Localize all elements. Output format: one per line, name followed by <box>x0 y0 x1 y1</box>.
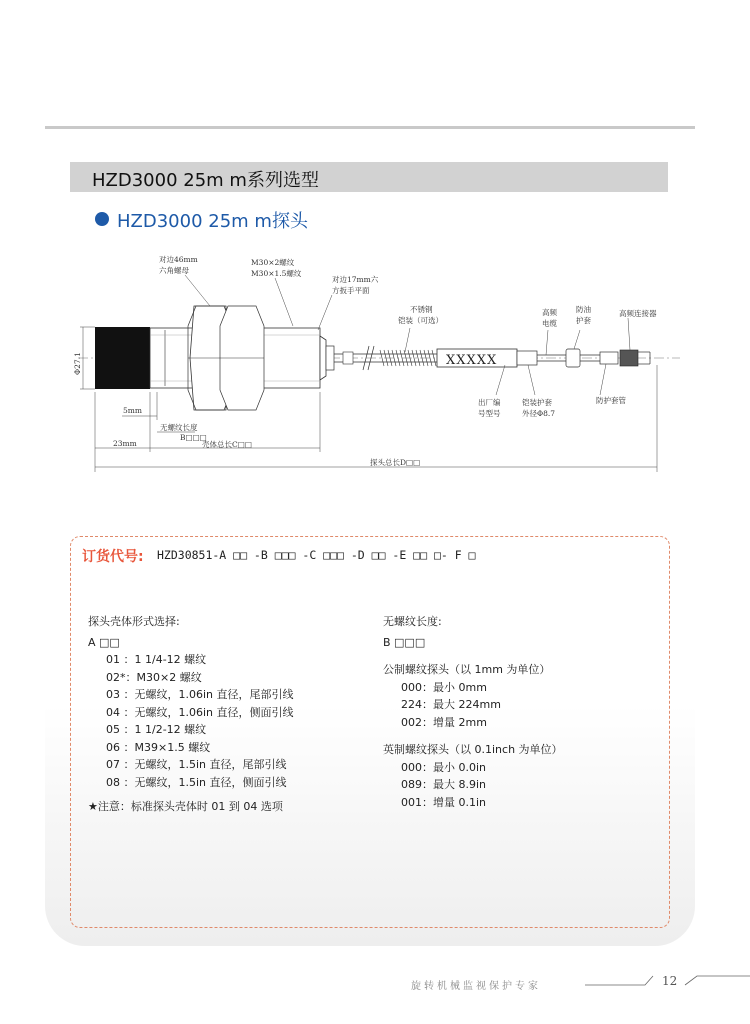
label-hf-cable-1: 高频 <box>542 308 557 317</box>
case-option: 01 ：1 1/4-12 螺纹 <box>106 653 207 666</box>
case-option: 04 ：无螺纹，1.06in 直径，侧面引线 <box>106 705 294 719</box>
label-serial-2: 号型号 <box>478 409 501 418</box>
label-case-length: 壳体总长C□□ <box>202 440 252 449</box>
order-code-label: 订货代号: <box>82 549 144 565</box>
imperial-item: 000：最小 0.0in <box>401 760 487 774</box>
label-oil-sleeve-1: 防油 <box>576 305 591 314</box>
probe-tip <box>95 327 150 389</box>
case-type-column <box>88 613 368 816</box>
label-hf-cable-2: 电缆 <box>542 319 557 328</box>
case-option: 06 ：M39×1.5 螺纹 <box>106 740 211 754</box>
label-unthreaded-2: B□□□ <box>180 433 207 442</box>
label-dim-5mm: 5mm <box>123 406 142 415</box>
label-armor-2: 铠装（可选） <box>398 316 443 325</box>
label-hex-nut-1: 对边46mm <box>159 255 198 264</box>
case-type-code: A □□ <box>88 635 120 649</box>
imperial-heading: 英制螺纹探头（以 0.1inch 为单位） <box>383 743 563 756</box>
hf-connector <box>620 350 638 366</box>
unthreaded-length-column <box>383 613 653 811</box>
metric-item: 224：最大 224mm <box>401 698 501 711</box>
case-option: 02*：M30×2 螺纹 <box>106 670 202 684</box>
case-option: 05 ：1 1/2-12 螺纹 <box>106 723 207 736</box>
case-type-heading: 探头壳体形式选择: <box>88 615 180 628</box>
label-hf-connector: 高频连接器 <box>619 309 657 318</box>
label-armor-1: 不锈钢 <box>410 305 433 314</box>
case-option: 03 ：无螺纹，1.06in 直径，尾部引线 <box>106 688 294 701</box>
label-probe-length: 探头总长D□□ <box>370 458 421 467</box>
metric-item: 002：增量 2mm <box>401 715 487 729</box>
section-title: HZD3000 25m m系列选型 <box>92 170 319 191</box>
imperial-item: 089：最大 8.9in <box>401 778 487 791</box>
label-protect-tube: 防护套管 <box>596 396 626 405</box>
page-number: 12 <box>662 974 678 988</box>
label-armor-sleeve-2: 外径Φ8.7 <box>522 409 556 418</box>
label-thread-2: M30×1.5螺纹 <box>251 269 302 278</box>
unthreaded-heading: 无螺纹长度: <box>383 615 442 628</box>
label-serial-1: 出厂编 <box>478 398 501 407</box>
label-thread-1: M30×2螺纹 <box>251 258 295 267</box>
label-hex-nut-2: 六角螺母 <box>159 266 189 275</box>
label-armor-sleeve-1: 铠装护套 <box>522 398 552 407</box>
label-wrench-2: 方扳手平面 <box>332 286 370 295</box>
case-option: 08 ：无螺纹，1.5in 直径，侧面引线 <box>106 775 287 789</box>
footer-tagline: 旋转机械监视保护专家 <box>411 981 541 992</box>
metric-item: 000：最小 0mm <box>401 680 487 694</box>
subsection-title: HZD3000 25m m探头 <box>117 211 308 232</box>
label-unthreaded-1: 无螺纹长度 <box>160 423 198 432</box>
oil-sleeve <box>566 349 580 367</box>
serial-mark: XXXXX <box>446 353 498 368</box>
order-code-template: HZD30851-A □□ -B □□□ -C □□□ -D □□ -E □□ □- F □ <box>157 548 476 562</box>
imperial-item: 001：增量 0.1in <box>401 795 487 809</box>
label-dim-23mm: 23mm <box>113 439 137 448</box>
label-wrench-1: 对边17mm六 <box>332 275 379 284</box>
label-oil-sleeve-2: 护套 <box>576 316 591 325</box>
case-option: 07 ：无螺纹，1.5in 直径，尾部引线 <box>106 758 287 771</box>
metric-heading: 公制螺纹探头（以 1mm 为单位） <box>383 663 551 676</box>
label-diameter: Φ27.1 <box>73 352 82 375</box>
unthreaded-code: B □□□ <box>383 635 426 649</box>
case-type-note: ★注意：标准探头壳体时 01 到 04 选项 <box>88 800 283 813</box>
